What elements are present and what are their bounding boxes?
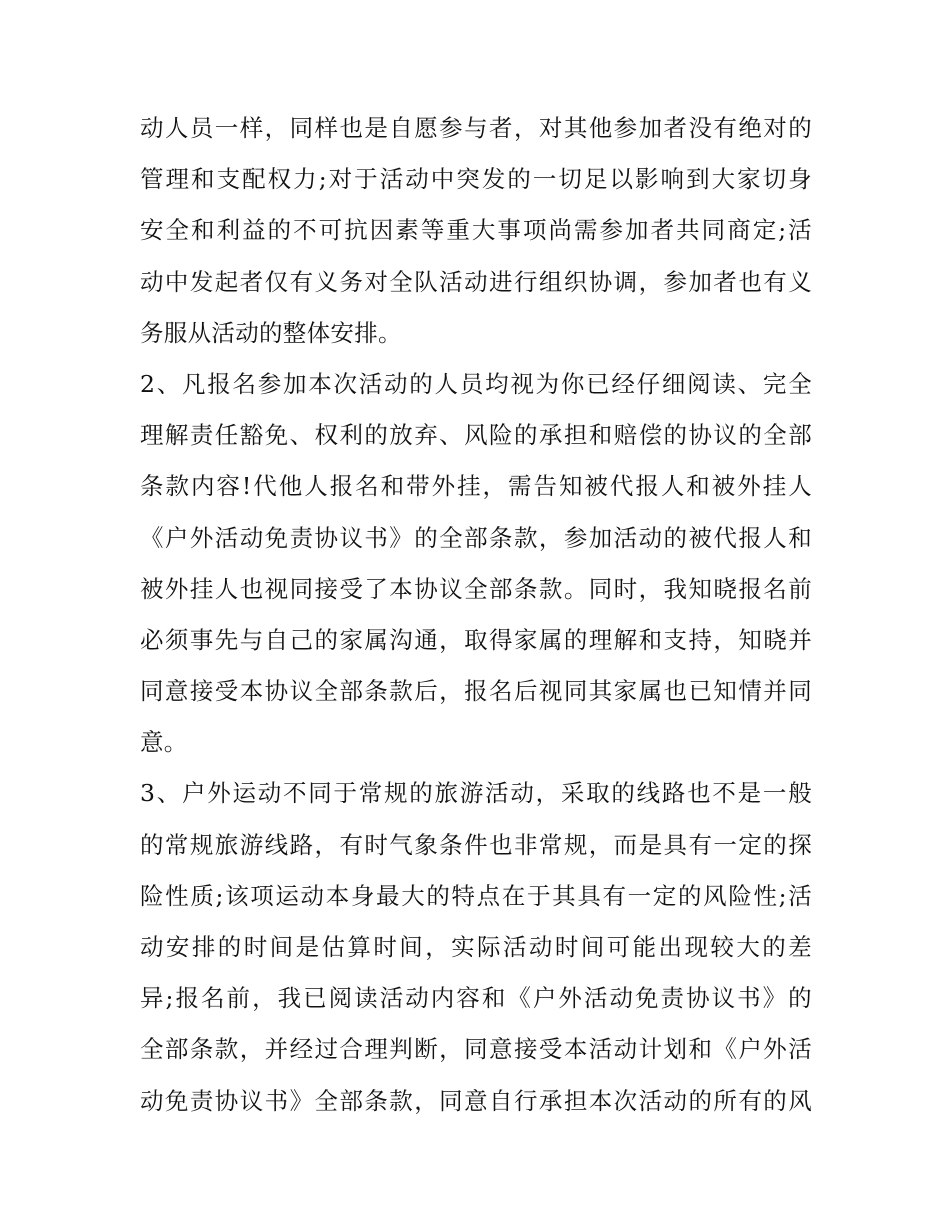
text-line: 必须事先与自己的家属沟通，取得家属的理解和支持，知晓并	[140, 625, 812, 654]
text-line: 安全和利益的不可抗因素等重大事项尚需参加者共同商定;活	[140, 216, 812, 245]
text-line: 动人员一样，同样也是自愿参与者，对其他参加者没有绝对的	[140, 114, 812, 142]
text-line: 的常规旅游线路，有时气象条件也非常规，而是具有一定的探	[140, 830, 812, 859]
text-line: 同意接受本协议全部条款后，报名后视同其家属也已知情并同	[140, 677, 812, 706]
text-line: 全部条款，并经过合理判断，同意接受本活动计划和《户外活	[140, 1035, 812, 1064]
paragraph-1	[140, 103, 812, 359]
text-line: 被外挂人也视同接受了本协议全部条款。同时，我知晓报名前	[140, 574, 812, 603]
text-line: 3、户外运动不同于常规的旅游活动，采取的线路也不是一般	[140, 779, 812, 808]
text-line: 《户外活动免责协议书》的全部条款，参加活动的被代报人和	[140, 523, 812, 552]
document-body	[140, 103, 812, 1127]
text-line: 险性质;该项运动本身最大的特点在于其具有一定的风险性;活	[140, 881, 812, 910]
text-line: 动中发起者仅有义务对全队活动进行组织协调，参加者也有义	[140, 267, 812, 296]
text-line: 2、凡报名参加本次活动的人员均视为你已经仔细阅读、完全	[140, 369, 812, 398]
text-line: 理解责任豁免、权利的放弃、风险的承担和赔偿的协议的全部	[140, 421, 812, 450]
text-line: 管理和支配权力;对于活动中突发的一切足以影响到大家切身	[140, 165, 812, 194]
paragraph-2	[140, 359, 812, 769]
text-line: 动免责协议书》全部条款，同意自行承担本次活动的所有的风	[140, 1086, 812, 1115]
text-line: 意。	[140, 728, 188, 757]
text-line: 务服从活动的整体安排。	[140, 318, 402, 347]
text-line: 异;报名前，我已阅读活动内容和《户外活动免责协议书》的	[140, 984, 812, 1013]
text-line: 动安排的时间是估算时间，实际活动时间可能出现较大的差	[140, 933, 812, 961]
text-line: 条款内容!代他人报名和带外挂，需告知被代报人和被外挂人	[140, 472, 812, 501]
paragraph-3	[140, 768, 812, 1126]
